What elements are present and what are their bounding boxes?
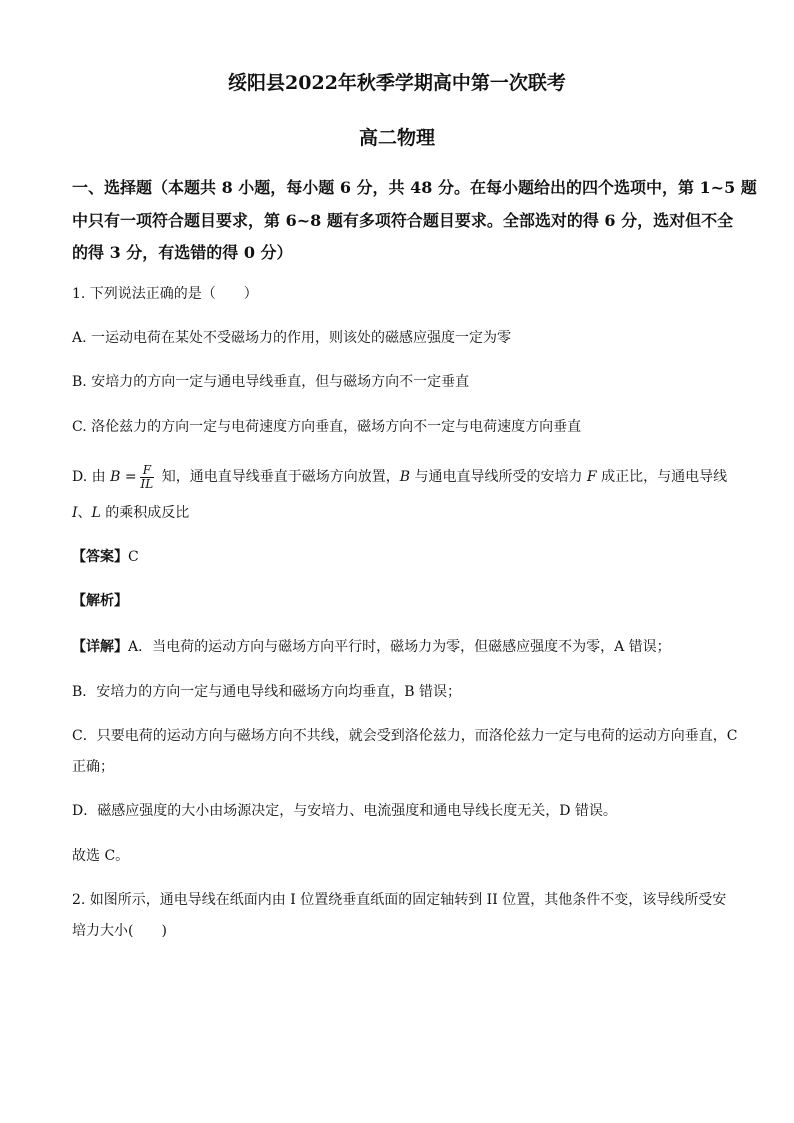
detail-line-d: D．磁感应强度的大小由场源决定，与安培力、电流强度和通电导线长度无关，D 错误。 bbox=[72, 803, 617, 819]
option-d-text-1: 知，通电直导线垂直于磁场方向放置， bbox=[157, 469, 400, 485]
option-d-line-2-text: 的乘积成反比 bbox=[100, 505, 190, 521]
symbol-i: I bbox=[72, 505, 78, 521]
question-1-option-b: B. 安培力的方向一定与通电导线垂直，但与磁场方向不一定垂直 bbox=[72, 374, 470, 390]
detail-label: 【详解】 bbox=[72, 639, 128, 655]
section-instructions-line-1: 一、选择题（本题共 8 小题，每小题 6 分，共 48 分。在每小题给出的四个选项中，第 1~5 题 bbox=[72, 178, 757, 197]
detail-line-c-2: 正确； bbox=[72, 759, 114, 775]
question-1-stem: 1. 下列说法正确的是（ ） bbox=[72, 286, 258, 302]
separator: 、 bbox=[77, 505, 92, 521]
option-d-text-2: 与通电直导线所受的安培力 bbox=[410, 469, 587, 485]
page-title: 绥阳县2022年秋季学期高中第一次联考 bbox=[228, 72, 566, 94]
question-1-option-d bbox=[72, 460, 728, 494]
question-1-option-c: C. 洛伦兹力的方向一定与电荷速度方向垂直，磁场方向不一定与电荷速度方向垂直 bbox=[72, 419, 582, 435]
question-1-option-a: A. 一运动电荷在某处不受磁场力的作用，则该处的磁感应强度一定为零 bbox=[72, 330, 512, 346]
detail-line-a bbox=[72, 637, 722, 657]
page-subtitle: 高二物理 bbox=[358, 127, 435, 149]
option-d-text-3: 成正比，与通电导线 bbox=[596, 469, 728, 485]
answer-value: C bbox=[128, 549, 139, 565]
formula-numerator: F bbox=[140, 464, 155, 478]
formula-fraction bbox=[140, 464, 155, 491]
symbol-l: L bbox=[91, 505, 101, 521]
analysis-label: 【解析】 bbox=[72, 593, 128, 609]
question-1-option-d-line-2 bbox=[72, 503, 722, 523]
question-2-line-1: 2. 如图所示，通电导线在纸面内由 I 位置绕垂直纸面的固定轴转到 II 位置，其他条件不变，该导线所受安 bbox=[72, 892, 727, 908]
detail-a: A．当电荷的运动方向与磁场方向平行时，磁场力为零，但磁感应强度不为零，A 错误； bbox=[128, 639, 671, 655]
formula-denominator: IL bbox=[140, 476, 154, 491]
symbol-f: F bbox=[586, 469, 597, 485]
formula-lhs: B = bbox=[110, 469, 137, 485]
detail-line-b: B．安培力的方向一定与通电导线和磁场方向均垂直，B 错误； bbox=[72, 684, 462, 700]
option-d-prefix: D. 由 bbox=[72, 469, 111, 485]
question-2-line-2: 培力大小( ) bbox=[72, 923, 167, 939]
answer-line bbox=[72, 547, 722, 567]
symbol-b: B bbox=[399, 469, 411, 485]
detail-line-c-1: C．只要电荷的运动方向与磁场方向不共线，就会受到洛伦兹力，而洛伦兹力一定与电荷的运动方向垂直，C bbox=[72, 728, 738, 744]
section-instructions-line-2: 中只有一项符合题目要求，第 6~8 题有多项符合题目要求。全部选对的得 6 分，选对但不全 bbox=[72, 211, 734, 230]
conclusion-line: 故选 C。 bbox=[72, 848, 130, 864]
answer-label: 【答案】 bbox=[72, 549, 128, 565]
section-instructions-line-3: 的得 3 分，有选错的得 0 分） bbox=[72, 243, 293, 262]
